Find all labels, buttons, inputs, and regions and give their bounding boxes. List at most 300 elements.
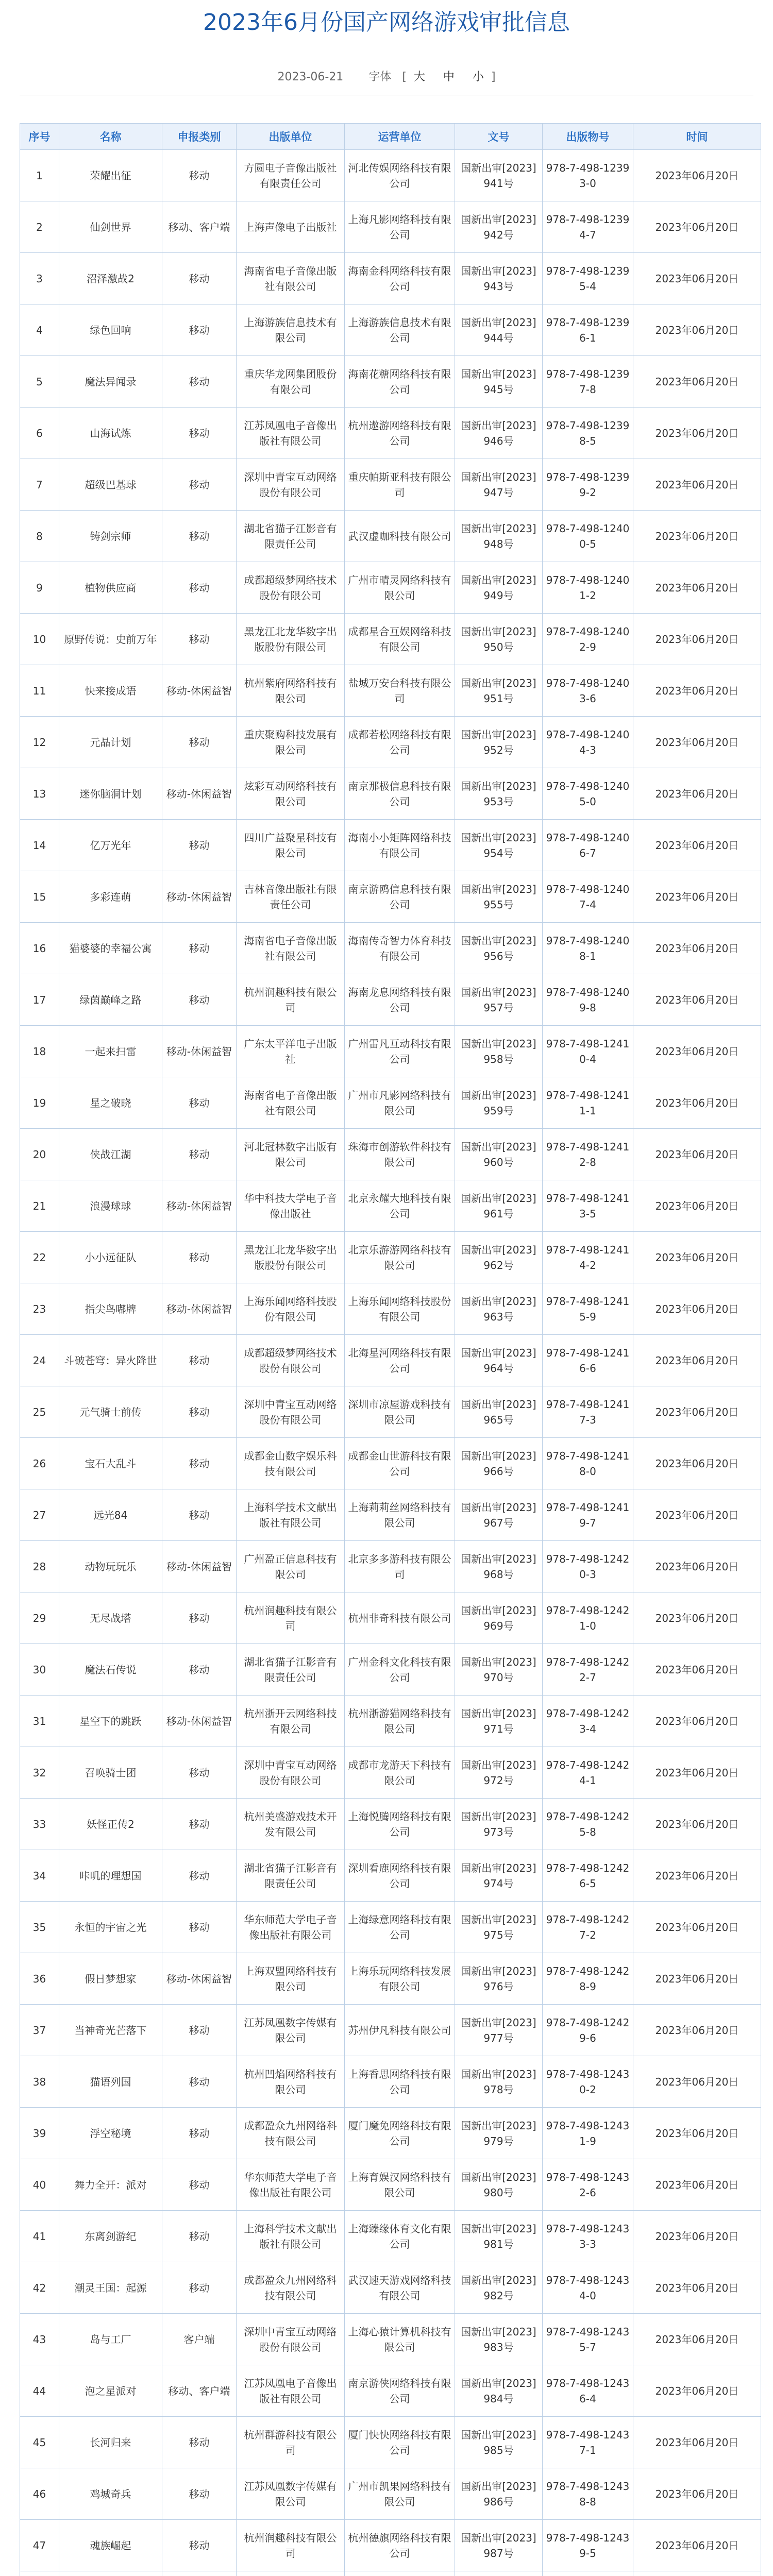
cell-category: 移动: [162, 1232, 237, 1283]
cell-isbn: 978-7-498-12426-5: [543, 1850, 633, 1902]
cell-isbn: 978-7-498-12422-7: [543, 1644, 633, 1696]
cell-category: 移动: [162, 2468, 237, 2520]
cell-isbn: 978-7-498-12394-7: [543, 201, 633, 253]
table-header-row: [20, 124, 761, 150]
publish-date: 2023-06-21: [277, 71, 344, 83]
cell-approval-no: 国新出审[2023]968号: [455, 1541, 543, 1592]
table-row: [20, 2571, 761, 2576]
cell-name: 山海试炼: [59, 408, 162, 459]
cell-isbn: 978-7-498-12410-4: [543, 1026, 633, 1077]
article-meta: [0, 67, 773, 88]
cell-operator: 盐城万安台科技有限公司: [345, 665, 455, 717]
cell-date: 2023年06月20日: [633, 150, 761, 201]
cell-name: 魔法异闻录: [59, 356, 162, 408]
cell-name: 快来接成语: [59, 665, 162, 717]
table-row: [20, 2211, 761, 2262]
cell-index: 32: [20, 1747, 59, 1799]
cell-index: 2: [20, 201, 59, 253]
cell-operator: 上海凡影网络科技有限公司: [345, 201, 455, 253]
cell-approval-no: 国新出审[2023]957号: [455, 974, 543, 1026]
cell-date: 2023年06月20日: [633, 1541, 761, 1592]
font-size-switcher: 字体 [ 大 中 小 ]: [368, 71, 496, 83]
cell-operator: 海南传奇智力体育科技有限公司: [345, 923, 455, 974]
table-row: [20, 253, 761, 304]
cell-isbn: 978-7-498-12439-5: [543, 2520, 633, 2571]
cell-publisher: 成都盈众九州网络科技有限公司: [237, 2262, 345, 2314]
cell-name: 长河归来: [59, 2417, 162, 2468]
cell-date: 2023年06月20日: [633, 2211, 761, 2262]
cell-date: 2023年06月20日: [633, 2365, 761, 2417]
cell-category: 移动、客户端: [162, 201, 237, 253]
cell-index: 36: [20, 1953, 59, 2005]
cell-isbn: 978-7-498-12430-2: [543, 2056, 633, 2108]
font-size-large[interactable]: 大: [413, 71, 425, 83]
font-size-small[interactable]: 小: [472, 71, 484, 83]
cell-publisher: 杭州凹焰网络科技有限公司: [237, 2056, 345, 2108]
cell-name: 潮灵王国：起源: [59, 2262, 162, 2314]
cell-index: 20: [20, 1129, 59, 1180]
cell-date: 2023年06月20日: [633, 408, 761, 459]
cell-publisher: 黑龙江北龙华数字出版股份有限公司: [237, 1232, 345, 1283]
table-row: [20, 2005, 761, 2056]
cell-date: 2023年06月20日: [633, 1386, 761, 1438]
cell-operator: 广州市凯果网络科技有限公司: [345, 2468, 455, 2520]
cell-name: 魂族崛起: [59, 2520, 162, 2571]
cell-name: 亿万光年: [59, 820, 162, 871]
table-row: [20, 2262, 761, 2314]
cell-category: 移动-休闲益智: [162, 1026, 237, 1077]
cell-approval-no: 国新出审[2023]984号: [455, 2365, 543, 2417]
cell-operator: 成都若松网络科技有限公司: [345, 717, 455, 768]
cell-isbn: 978-7-498-12409-8: [543, 974, 633, 1026]
cell-index: 23: [20, 1283, 59, 1335]
cell-isbn: 978-7-498-12418-0: [543, 1438, 633, 1489]
cell-isbn: 978-7-498-12435-7: [543, 2314, 633, 2365]
cell-isbn: 978-7-498-12412-8: [543, 1129, 633, 1180]
cell-category: 移动: [162, 923, 237, 974]
cell-approval-no: 国新出审[2023]962号: [455, 1232, 543, 1283]
cell-approval-no: 国新出审[2023]979号: [455, 2108, 543, 2159]
cell-date: 2023年06月20日: [633, 768, 761, 820]
cell-name: 动物玩玩乐: [59, 1541, 162, 1592]
cell-name: 宝石大乱斗: [59, 1438, 162, 1489]
cell-approval-no: 国新出审[2023]965号: [455, 1386, 543, 1438]
cell-name: 东离剑游纪: [59, 2211, 162, 2262]
cell-name: 永恒的宇宙之光: [59, 1902, 162, 1953]
table-row: [20, 820, 761, 871]
cell-name: 指尖鸟嘟牌: [59, 1283, 162, 1335]
cell-index: 28: [20, 1541, 59, 1592]
cell-isbn: 978-7-498-12434-0: [543, 2262, 633, 2314]
cell-name: 斗破苍穹：异火降世: [59, 1335, 162, 1386]
cell-approval-no: 国新出审[2023]981号: [455, 2211, 543, 2262]
cell-index: 22: [20, 1232, 59, 1283]
cell-operator: 海南金科网络科技有限公司: [345, 253, 455, 304]
table-row: [20, 1696, 761, 1747]
cell-publisher: 杭州浙开云网络科技有限公司: [237, 1696, 345, 1747]
table-row: [20, 1180, 761, 1232]
cell-category: 移动: [162, 562, 237, 614]
cell-operator: 上海香思网络科技有限公司: [345, 2056, 455, 2108]
cell-operator: 厦门魔免网络科技有限公司: [345, 2108, 455, 2159]
cell-isbn: 978-7-498-12423-4: [543, 1696, 633, 1747]
cell-approval-no: 国新出审[2023]956号: [455, 923, 543, 974]
cell-publisher: 杭州润趣科技有限公司: [237, 974, 345, 1026]
table-row: [20, 1644, 761, 1696]
cell-operator: 重庆帕斯亚科技有限公司: [345, 459, 455, 511]
cell-isbn: 978-7-498-12415-9: [543, 1283, 633, 1335]
cell-publisher: 上海科学技术文献出版社有限公司: [237, 2211, 345, 2262]
cell-name: 远光84: [59, 1489, 162, 1541]
table-row: [20, 614, 761, 665]
cell-publisher: 江苏凤凰电子音像出版社有限公司: [237, 2365, 345, 2417]
cell-date: 2023年06月20日: [633, 253, 761, 304]
cell-index: 25: [20, 1386, 59, 1438]
cell-operator: 杭州非奇科技有限公司: [345, 1592, 455, 1644]
cell-approval-no: 国新出审[2023]950号: [455, 614, 543, 665]
cell-isbn: 978-7-498-12393-0: [543, 150, 633, 201]
cell-publisher: 黑龙江北龙华数字出版股份有限公司: [237, 614, 345, 665]
cell-category: 移动-休闲益智: [162, 1953, 237, 2005]
cell-date: 2023年06月20日: [633, 459, 761, 511]
cell-name: 妖怪正传2: [59, 1799, 162, 1850]
cell-index: 13: [20, 768, 59, 820]
cell-publisher: 华东师范大学电子音像出版社有限公司: [237, 1902, 345, 1953]
cell-name: 侠战江湖: [59, 1129, 162, 1180]
cell-approval-no: 国新出审[2023]986号: [455, 2468, 543, 2520]
cell-date: 2023年06月20日: [633, 201, 761, 253]
cell-index: 45: [20, 2417, 59, 2468]
cell-publisher: 广州盈正信息科技有限公司: [237, 1541, 345, 1592]
cell-approval-no: 国新出审[2023]972号: [455, 1747, 543, 1799]
cell-publisher: [237, 2571, 345, 2576]
cell-approval-no: 国新出审[2023]964号: [455, 1335, 543, 1386]
cell-isbn: 978-7-498-12419-7: [543, 1489, 633, 1541]
cell-isbn: 978-7-498-12436-4: [543, 2365, 633, 2417]
cell-name: 元晶计划: [59, 717, 162, 768]
cell-isbn: 978-7-498-12416-6: [543, 1335, 633, 1386]
cell-index: 19: [20, 1077, 59, 1129]
cell-operator: 上海乐玩网络科技发展有限公司: [345, 1953, 455, 2005]
cell-approval-no: 国新出审[2023]944号: [455, 304, 543, 356]
cell-date: 2023年06月20日: [633, 1438, 761, 1489]
cell-category: 移动: [162, 511, 237, 562]
table-row: [20, 665, 761, 717]
cell-operator: 武汉虚咖科技有限公司: [345, 511, 455, 562]
cell-index: 30: [20, 1644, 59, 1696]
cell-date: 2023年06月20日: [633, 717, 761, 768]
table-row: [20, 1335, 761, 1386]
cell-operator: 南京游鸥信息科技有限公司: [345, 871, 455, 923]
cell-date: 2023年06月20日: [633, 1129, 761, 1180]
cell-name: 星空下的跳跃: [59, 1696, 162, 1747]
cell-date: 2023年06月20日: [633, 2056, 761, 2108]
cell-publisher: 深圳中青宝互动网络股份有限公司: [237, 1747, 345, 1799]
approval-table: [20, 123, 761, 2576]
cell-operator: 北京永耀大地科技有限公司: [345, 1180, 455, 1232]
cell-operator: 上海莉莉丝网络科技有限公司: [345, 1489, 455, 1541]
cell-publisher: 华中科技大学电子音像出版社: [237, 1180, 345, 1232]
cell-isbn: 978-7-498-12405-0: [543, 768, 633, 820]
cell-date: 2023年06月20日: [633, 1077, 761, 1129]
cell-category: 移动: [162, 2262, 237, 2314]
cell-index: 44: [20, 2365, 59, 2417]
cell-date: 2023年06月20日: [633, 871, 761, 923]
cell-name: 浮空秘境: [59, 2108, 162, 2159]
cell-operator: 苏州伊凡科技有限公司: [345, 2005, 455, 2056]
table-row: [20, 1850, 761, 1902]
cell-name: [59, 2571, 162, 2576]
cell-date: 2023年06月20日: [633, 614, 761, 665]
cell-category: 移动: [162, 1747, 237, 1799]
cell-category: 移动: [162, 820, 237, 871]
cell-isbn: 978-7-498-12437-1: [543, 2417, 633, 2468]
cell-category: 移动: [162, 1644, 237, 1696]
cell-publisher: 湖北省猫子江影音有限责任公司: [237, 511, 345, 562]
cell-name: 泡之星派对: [59, 2365, 162, 2417]
cell-isbn: 978-7-498-12428-9: [543, 1953, 633, 2005]
table-row: [20, 1283, 761, 1335]
cell-operator: 成都星合互娱网络科技有限公司: [345, 614, 455, 665]
col-header-category: 申报类别: [162, 124, 237, 150]
cell-isbn: [543, 2571, 633, 2576]
cell-isbn: 978-7-498-12404-3: [543, 717, 633, 768]
cell-operator: 上海悦腾网络科技有限公司: [345, 1799, 455, 1850]
cell-category: 移动: [162, 253, 237, 304]
cell-operator: 广州市凡影网络科技有限公司: [345, 1077, 455, 1129]
cell-isbn: 978-7-498-12438-8: [543, 2468, 633, 2520]
cell-name: 召唤骑士团: [59, 1747, 162, 1799]
cell-index: 47: [20, 2520, 59, 2571]
cell-index: 10: [20, 614, 59, 665]
cell-date: 2023年06月20日: [633, 1644, 761, 1696]
cell-index: 4: [20, 304, 59, 356]
cell-approval-no: 国新出审[2023]945号: [455, 356, 543, 408]
cell-category: 移动: [162, 2159, 237, 2211]
table-row: [20, 2520, 761, 2571]
table-row: [20, 201, 761, 253]
table-row: [20, 1799, 761, 1850]
cell-date: 2023年06月20日: [633, 2417, 761, 2468]
cell-approval-no: 国新出审[2023]952号: [455, 717, 543, 768]
table-row: [20, 304, 761, 356]
cell-approval-no: 国新出审[2023]982号: [455, 2262, 543, 2314]
cell-operator: 广州金科文化科技有限公司: [345, 1644, 455, 1696]
cell-isbn: 978-7-498-12403-6: [543, 665, 633, 717]
cell-index: 24: [20, 1335, 59, 1386]
cell-index: 17: [20, 974, 59, 1026]
cell-approval-no: 国新出审[2023]980号: [455, 2159, 543, 2211]
cell-isbn: 978-7-498-12400-5: [543, 511, 633, 562]
cell-publisher: 方圆电子音像出版社有限责任公司: [237, 150, 345, 201]
cell-operator: 武汉速天游戏网络科技有限公司: [345, 2262, 455, 2314]
cell-isbn: 978-7-498-12399-2: [543, 459, 633, 511]
cell-name: 假日梦想家: [59, 1953, 162, 2005]
cell-name: 魔法石传说: [59, 1644, 162, 1696]
cell-index: 3: [20, 253, 59, 304]
cell-publisher: 成都超级梦网络技术股份有限公司: [237, 562, 345, 614]
cell-isbn: 978-7-498-12406-7: [543, 820, 633, 871]
col-header-approval-no: 文号: [455, 124, 543, 150]
cell-category: [162, 2571, 237, 2576]
cell-name: 荣耀出征: [59, 150, 162, 201]
font-size-medium[interactable]: 中: [443, 71, 455, 83]
cell-category: 移动: [162, 1077, 237, 1129]
cell-date: 2023年06月20日: [633, 1747, 761, 1799]
cell-approval-no: 国新出审[2023]954号: [455, 820, 543, 871]
cell-approval-no: 国新出审[2023]948号: [455, 511, 543, 562]
cell-name: 绿色回响: [59, 304, 162, 356]
cell-name: 多彩连萌: [59, 871, 162, 923]
cell-isbn: 978-7-498-12420-3: [543, 1541, 633, 1592]
cell-publisher: 江苏凤凰电子音像出版社有限公司: [237, 408, 345, 459]
cell-category: 移动: [162, 459, 237, 511]
cell-operator: 广州雷凡互动科技有限公司: [345, 1026, 455, 1077]
cell-isbn: 978-7-498-12396-1: [543, 304, 633, 356]
cell-operator: [345, 2571, 455, 2576]
cell-approval-no: 国新出审[2023]961号: [455, 1180, 543, 1232]
cell-category: 移动: [162, 1489, 237, 1541]
cell-operator: 海南花糖网络科技有限公司: [345, 356, 455, 408]
cell-operator: 北海星河网络科技有限公司: [345, 1335, 455, 1386]
cell-date: 2023年06月20日: [633, 923, 761, 974]
cell-isbn: 978-7-498-12425-8: [543, 1799, 633, 1850]
cell-date: 2023年06月20日: [633, 1850, 761, 1902]
col-header-isbn: 出版物号: [543, 124, 633, 150]
cell-approval-no: 国新出审[2023]977号: [455, 2005, 543, 2056]
cell-category: 移动: [162, 2520, 237, 2571]
cell-approval-no: 国新出审[2023]941号: [455, 150, 543, 201]
cell-date: 2023年06月20日: [633, 1953, 761, 2005]
cell-index: 33: [20, 1799, 59, 1850]
cell-isbn: 978-7-498-12424-1: [543, 1747, 633, 1799]
cell-isbn: 978-7-498-12408-1: [543, 923, 633, 974]
cell-approval-no: 国新出审[2023]967号: [455, 1489, 543, 1541]
cell-name: 仙剑世界: [59, 201, 162, 253]
cell-approval-no: 国新出审[2023]953号: [455, 768, 543, 820]
cell-isbn: 978-7-498-12432-6: [543, 2159, 633, 2211]
cell-category: 移动-休闲益智: [162, 1283, 237, 1335]
cell-operator: 上海绿意网络科技有限公司: [345, 1902, 455, 1953]
cell-date: 2023年06月20日: [633, 2005, 761, 2056]
cell-index: 1: [20, 150, 59, 201]
cell-name: 元气骑士前传: [59, 1386, 162, 1438]
table-row: [20, 1077, 761, 1129]
table-row: [20, 2417, 761, 2468]
cell-publisher: 杭州群游科技有限公司: [237, 2417, 345, 2468]
cell-publisher: 海南省电子音像出版社有限公司: [237, 253, 345, 304]
cell-name: 植物供应商: [59, 562, 162, 614]
cell-approval-no: 国新出审[2023]951号: [455, 665, 543, 717]
cell-name: 岛与工厂: [59, 2314, 162, 2365]
cell-name: 沼泽激战2: [59, 253, 162, 304]
cell-operator: 上海游族信息技术有限公司: [345, 304, 455, 356]
cell-index: 29: [20, 1592, 59, 1644]
cell-isbn: 978-7-498-12429-6: [543, 2005, 633, 2056]
cell-date: 2023年06月20日: [633, 974, 761, 1026]
cell-isbn: 978-7-498-12407-4: [543, 871, 633, 923]
cell-publisher: 上海声像电子出版社: [237, 201, 345, 253]
cell-name: 无尽战塔: [59, 1592, 162, 1644]
table-row: [20, 562, 761, 614]
table-row: [20, 2159, 761, 2211]
cell-approval-no: 国新出审[2023]983号: [455, 2314, 543, 2365]
cell-category: 移动: [162, 974, 237, 1026]
cell-publisher: 吉林音像出版社有限责任公司: [237, 871, 345, 923]
cell-publisher: 上海双盟网络科技有限公司: [237, 1953, 345, 2005]
cell-approval-no: 国新出审[2023]947号: [455, 459, 543, 511]
table-row: [20, 2365, 761, 2417]
cell-index: 14: [20, 820, 59, 871]
col-header-publisher: 出版单位: [237, 124, 345, 150]
table-row: [20, 2468, 761, 2520]
cell-publisher: 重庆华龙网集团股份有限公司: [237, 356, 345, 408]
cell-category: 移动: [162, 150, 237, 201]
table-row: [20, 1902, 761, 1953]
cell-index: 16: [20, 923, 59, 974]
cell-operator: 珠海市创游软件科技有限公司: [345, 1129, 455, 1180]
cell-name: 舞力全开：派对: [59, 2159, 162, 2211]
table-row: [20, 459, 761, 511]
cell-operator: 深圳市凉屋游戏科技有限公司: [345, 1386, 455, 1438]
font-size-label: 字体: [368, 71, 392, 83]
cell-approval-no: 国新出审[2023]960号: [455, 1129, 543, 1180]
cell-operator: 南京那极信息科技有限公司: [345, 768, 455, 820]
cell-name: 当神奇光芒落下: [59, 2005, 162, 2056]
cell-date: 2023年06月20日: [633, 356, 761, 408]
col-header-index: 序号: [20, 124, 59, 150]
cell-index: 9: [20, 562, 59, 614]
cell-isbn: 978-7-498-12427-2: [543, 1902, 633, 1953]
cell-name: 浪漫球球: [59, 1180, 162, 1232]
cell-date: 2023年06月20日: [633, 1180, 761, 1232]
table-row: [20, 1232, 761, 1283]
cell-index: 6: [20, 408, 59, 459]
cell-approval-no: 国新出审[2023]971号: [455, 1696, 543, 1747]
cell-name: 超级巴基球: [59, 459, 162, 511]
cell-isbn: 978-7-498-12398-5: [543, 408, 633, 459]
table-row: [20, 1953, 761, 2005]
cell-category: 移动-休闲益智: [162, 665, 237, 717]
table-row: [20, 1129, 761, 1180]
cell-category: 移动: [162, 408, 237, 459]
cell-category: 移动: [162, 1799, 237, 1850]
table-row: [20, 1541, 761, 1592]
cell-publisher: 上海科学技术文献出版社有限公司: [237, 1489, 345, 1541]
cell-approval-no: 国新出审[2023]942号: [455, 201, 543, 253]
cell-category: 移动: [162, 2211, 237, 2262]
cell-publisher: 湖北省猫子江影音有限责任公司: [237, 1644, 345, 1696]
cell-operator: 上海乐闻网络科技股份有限公司: [345, 1283, 455, 1335]
cell-date: 2023年06月20日: [633, 1489, 761, 1541]
cell-index: 21: [20, 1180, 59, 1232]
cell-isbn: 978-7-498-12401-2: [543, 562, 633, 614]
cell-date: 2023年06月20日: [633, 2159, 761, 2211]
cell-name: 一起来扫雷: [59, 1026, 162, 1077]
cell-category: 移动: [162, 2005, 237, 2056]
cell-approval-no: 国新出审[2023]943号: [455, 253, 543, 304]
cell-isbn: 978-7-498-12397-8: [543, 356, 633, 408]
cell-operator: 厦门快快网络科技有限公司: [345, 2417, 455, 2468]
cell-approval-no: 国新出审[2023]974号: [455, 1850, 543, 1902]
cell-date: 2023年06月20日: [633, 304, 761, 356]
col-header-operator: 运营单位: [345, 124, 455, 150]
cell-index: 11: [20, 665, 59, 717]
cell-publisher: 杭州美盛游戏技术开发有限公司: [237, 1799, 345, 1850]
cell-publisher: 湖北省猫子江影音有限责任公司: [237, 1850, 345, 1902]
cell-name: 猫语列国: [59, 2056, 162, 2108]
cell-date: 2023年06月20日: [633, 665, 761, 717]
